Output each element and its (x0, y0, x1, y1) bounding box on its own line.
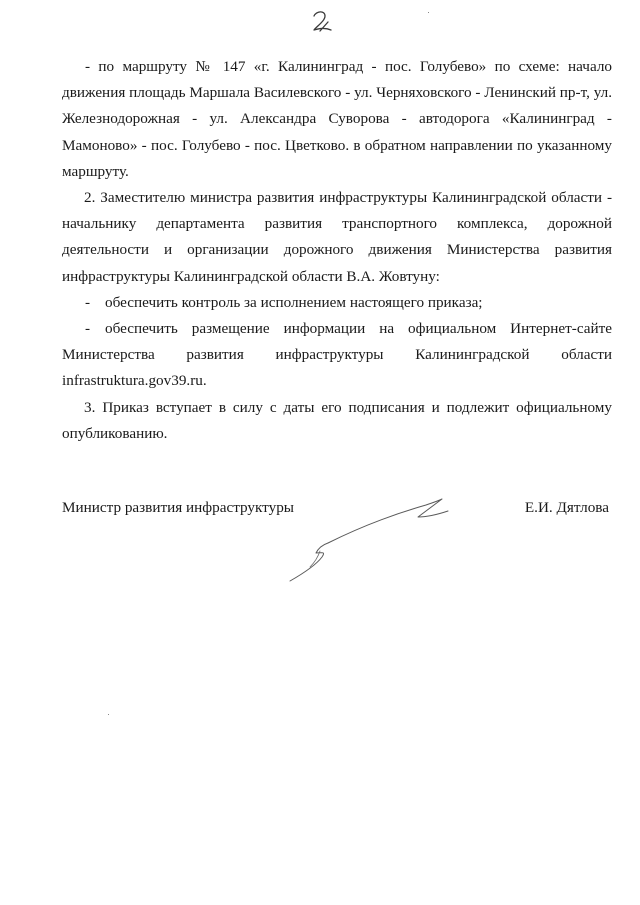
handwritten-page-number (308, 8, 338, 36)
bullet-item-control (62, 290, 612, 316)
scan-speck (108, 714, 109, 715)
item-3-paragraph: 3. Приказ вступает в силу с даты его подписания и подлежит официальному опубликованию. (62, 398, 612, 442)
bullet-item-publication (62, 316, 612, 395)
item-2-paragraph: 2. Заместителю министра развития инфраструктуры Калининградской области - начальнику департамента развития транспортного комплекса, дорожной деятельности и организации дорожного движения Министерства развития инфраструктуры Калининградской области В.А. Жовтуну: (62, 189, 612, 285)
document-body (62, 54, 612, 447)
bullet-marker: - (85, 293, 91, 311)
bullet-text: обеспечить размещение информации на официальном Интернет-сайте Министерства развития инфраструктуры Калининградской области infrastruktura.gov39.ru. (62, 320, 612, 390)
signatory-name: Е.И. Дятлова (524, 499, 609, 516)
bullet-text: обеспечить контроль за исполнением настоящего приказа; (105, 293, 483, 311)
handwritten-signature (276, 487, 456, 587)
bullet-marker: - (85, 320, 91, 338)
route-paragraph: - по маршруту № 147 «г. Калининград - пос. Голубево» по схеме: начало движения площадь Маршала Василевского - ул. Черняховского - Ленинский пр-т, ул. Железнодорожная - ул. Александра Суворова - автодорога «Калининград - Мамоново» - пос. Голубево - пос. Цветково. в обратном направлении по указанному маршруту. (62, 58, 612, 180)
signatory-title: Министр развития инфраструктуры (62, 499, 295, 516)
scan-speck (428, 12, 429, 13)
